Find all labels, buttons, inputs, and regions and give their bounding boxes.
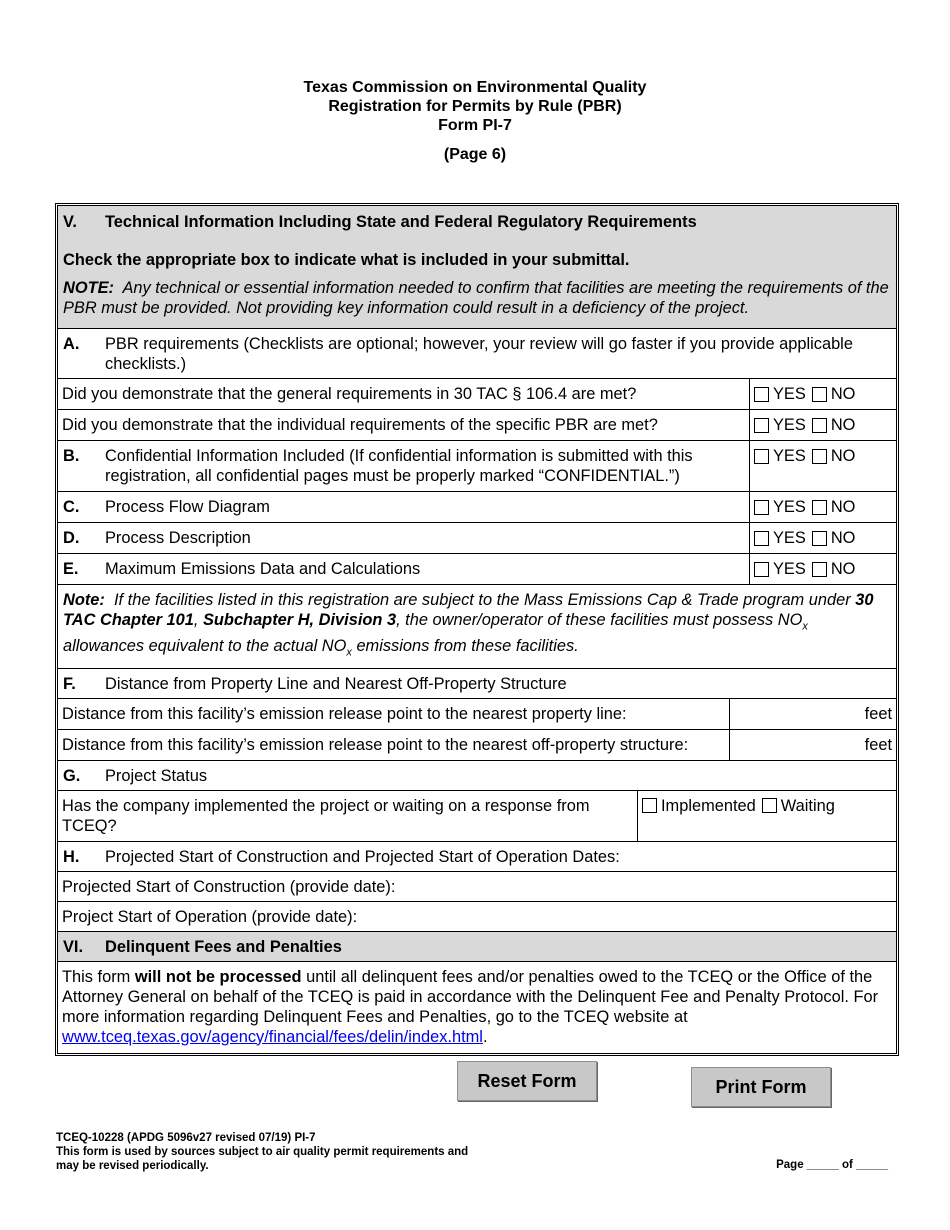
item-h-label: H. xyxy=(63,847,80,866)
item-e-label: E. xyxy=(63,560,79,578)
fees-text-bold: will not be processed xyxy=(134,967,302,986)
item-c-row xyxy=(58,491,896,522)
section-5-note xyxy=(58,278,896,318)
no-checkbox[interactable] xyxy=(812,387,827,402)
item-b-text: Confidential Information Included (If confidential information is submitted with this registration, all confidential pages must be properly marked “CONFIDENTIAL.”) xyxy=(105,447,693,485)
unit-label: feet xyxy=(864,704,892,723)
note-subscript-2: x xyxy=(346,646,352,659)
yes-label: YES xyxy=(773,447,806,465)
section-5-header xyxy=(58,206,896,328)
question-text: Did you demonstrate that the individual requirements of the specific PBR are met? xyxy=(58,410,750,440)
footer-info xyxy=(56,1131,468,1173)
agency-name: Texas Commission on Environmental Quality xyxy=(303,79,647,96)
print-form-button[interactable]: Print Form xyxy=(691,1067,831,1107)
yes-label: YES xyxy=(773,416,806,434)
question-text: Distance from this facility’s emission release point to the nearest property line: xyxy=(58,699,730,729)
yes-label: YES xyxy=(773,529,806,547)
item-c-text: Process Flow Diagram xyxy=(105,498,270,516)
item-g-row xyxy=(58,760,896,790)
item-f-row xyxy=(58,668,896,698)
no-checkbox[interactable] xyxy=(812,562,827,577)
property-line-distance-input[interactable] xyxy=(730,699,896,729)
fees-text-1: This form xyxy=(62,967,131,986)
section-6-number: VI. xyxy=(63,937,84,956)
question-text: Distance from this facility’s emission release point to the nearest off-property structure: xyxy=(58,730,730,760)
no-checkbox[interactable] xyxy=(812,418,827,433)
yes-label: YES xyxy=(773,498,806,516)
section-5-instruction: Check the appropriate box to indicate what is included in your submittal. xyxy=(63,251,630,269)
yes-checkbox[interactable] xyxy=(754,387,769,402)
note-text: If the facilities listed in this registration are subject to the Mass Emissions Cap & Trade program under xyxy=(114,591,851,609)
no-checkbox[interactable] xyxy=(812,449,827,464)
yes-no-group xyxy=(750,523,896,553)
item-b-label: B. xyxy=(63,447,80,465)
yes-no-group xyxy=(750,379,896,409)
yes-checkbox[interactable] xyxy=(754,500,769,515)
note-citation-2: Subchapter H, Division 3 xyxy=(202,611,397,629)
form-header xyxy=(0,78,950,164)
item-d-row xyxy=(58,522,896,553)
fees-period: . xyxy=(482,1027,488,1046)
waiting-label: Waiting xyxy=(780,796,835,815)
item-d-text: Process Description xyxy=(105,529,251,547)
project-status-row xyxy=(58,790,896,841)
note-label: NOTE: xyxy=(63,279,114,297)
item-g-label: G. xyxy=(63,766,81,785)
note-text-3: allowances equivalent to the actual NO xyxy=(63,637,347,656)
item-f-label: F. xyxy=(63,674,76,693)
yes-checkbox[interactable] xyxy=(754,449,769,464)
note-text-2: , the owner/operator of these facilities must possess NO xyxy=(396,611,803,629)
note-label: Note: xyxy=(63,591,105,609)
item-a-question-1 xyxy=(58,378,896,409)
item-a-question-2 xyxy=(58,409,896,440)
yes-checkbox[interactable] xyxy=(754,418,769,433)
property-line-distance-row xyxy=(58,698,896,729)
item-e-row xyxy=(58,553,896,584)
no-label: NO xyxy=(830,560,856,578)
yes-label: YES xyxy=(773,385,806,403)
note-subscript: x xyxy=(802,620,808,633)
item-f-text: Distance from Property Line and Nearest Off-Property Structure xyxy=(105,674,567,693)
yes-no-group xyxy=(750,492,896,522)
yes-checkbox[interactable] xyxy=(754,531,769,546)
yes-label: YES xyxy=(773,560,806,578)
construction-date-label: Projected Start of Construction (provide date): xyxy=(62,877,396,896)
construction-date-row[interactable] xyxy=(58,871,896,901)
item-e-text: Maximum Emissions Data and Calculations xyxy=(105,560,421,578)
no-label: NO xyxy=(830,447,856,465)
form-subtitle: Registration for Permits by Rule (PBR) xyxy=(328,98,622,115)
item-h-text: Projected Start of Construction and Projected Start of Operation Dates: xyxy=(105,847,620,866)
form-number: Form PI-7 xyxy=(438,117,512,134)
question-text: Did you demonstrate that the general requirements in 30 TAC § 106.4 are met? xyxy=(58,379,750,409)
no-label: NO xyxy=(830,529,856,547)
delinquent-fees-link[interactable]: www.tceq.texas.gov/agency/financial/fees/delin/index.html xyxy=(62,1027,483,1046)
item-g-text: Project Status xyxy=(105,766,208,785)
no-label: NO xyxy=(830,498,856,516)
question-text: Has the company implemented the project or waiting on a response from TCEQ? xyxy=(58,791,638,841)
item-a-label: A. xyxy=(63,335,80,353)
form-id: TCEQ-10228 (APDG 5096v27 revised 07/19) PI-7 xyxy=(56,1132,316,1144)
page-of-indicator: Page _____ of _____ xyxy=(776,1159,888,1171)
note-citation: 30 TAC Chapter 101 xyxy=(63,591,874,629)
mass-emissions-note xyxy=(58,584,896,668)
page-indicator: (Page 6) xyxy=(443,146,507,163)
reset-form-button[interactable]: Reset Form xyxy=(457,1061,597,1101)
form-table xyxy=(55,203,899,1056)
item-d-label: D. xyxy=(63,529,80,547)
waiting-checkbox[interactable] xyxy=(762,798,777,813)
section-6-title: Delinquent Fees and Penalties xyxy=(105,937,342,956)
implemented-label: Implemented xyxy=(661,796,756,815)
item-b-row xyxy=(58,440,896,491)
item-a-text: PBR requirements (Checklists are optional; however, your review will go faster if you provide applicable checklists.) xyxy=(105,335,853,373)
item-a-row xyxy=(58,328,896,378)
fees-text-2: until all delinquent fees and/or penalties owed to the TCEQ or the Office of the Attorney General on behalf of the TCEQ is paid in accordance with the Delinquent Fee and Penalty Protocol. For more information regarding Delinquent Fees and Penalties, go to the TCEQ website at xyxy=(62,967,879,1026)
unit-label: feet xyxy=(864,735,892,754)
section-5-number: V. xyxy=(63,213,77,231)
item-c-label: C. xyxy=(63,498,80,516)
no-label: NO xyxy=(830,385,856,403)
delinquent-fees-text xyxy=(58,961,896,1053)
yes-checkbox[interactable] xyxy=(754,562,769,577)
section-5-title: Technical Information Including State and Federal Regulatory Requirements xyxy=(105,213,697,231)
no-checkbox[interactable] xyxy=(812,531,827,546)
note-text: Any technical or essential information needed to confirm that facilities are meeting the requirements of the PBR must be provided. Not providing key information could result in a deficiency of the project. xyxy=(63,279,889,317)
implemented-checkbox[interactable] xyxy=(642,798,657,813)
operation-date-row[interactable] xyxy=(58,901,896,931)
status-options xyxy=(638,791,896,841)
item-h-row xyxy=(58,841,896,871)
footer-note-1: This form is used by sources subject to air quality permit requirements and xyxy=(56,1146,469,1158)
yes-no-group xyxy=(750,441,896,491)
no-checkbox[interactable] xyxy=(812,500,827,515)
yes-no-group xyxy=(750,554,896,584)
no-label: NO xyxy=(830,416,856,434)
structure-distance-input[interactable] xyxy=(730,730,896,760)
note-text-4: emissions from these facilities. xyxy=(356,637,579,656)
operation-date-label: Project Start of Operation (provide date): xyxy=(62,907,358,926)
note-comma: , xyxy=(193,611,199,629)
footer-note-2: may be revised periodically. xyxy=(56,1160,209,1172)
section-6-header xyxy=(58,931,896,961)
structure-distance-row xyxy=(58,729,896,760)
yes-no-group xyxy=(750,410,896,440)
